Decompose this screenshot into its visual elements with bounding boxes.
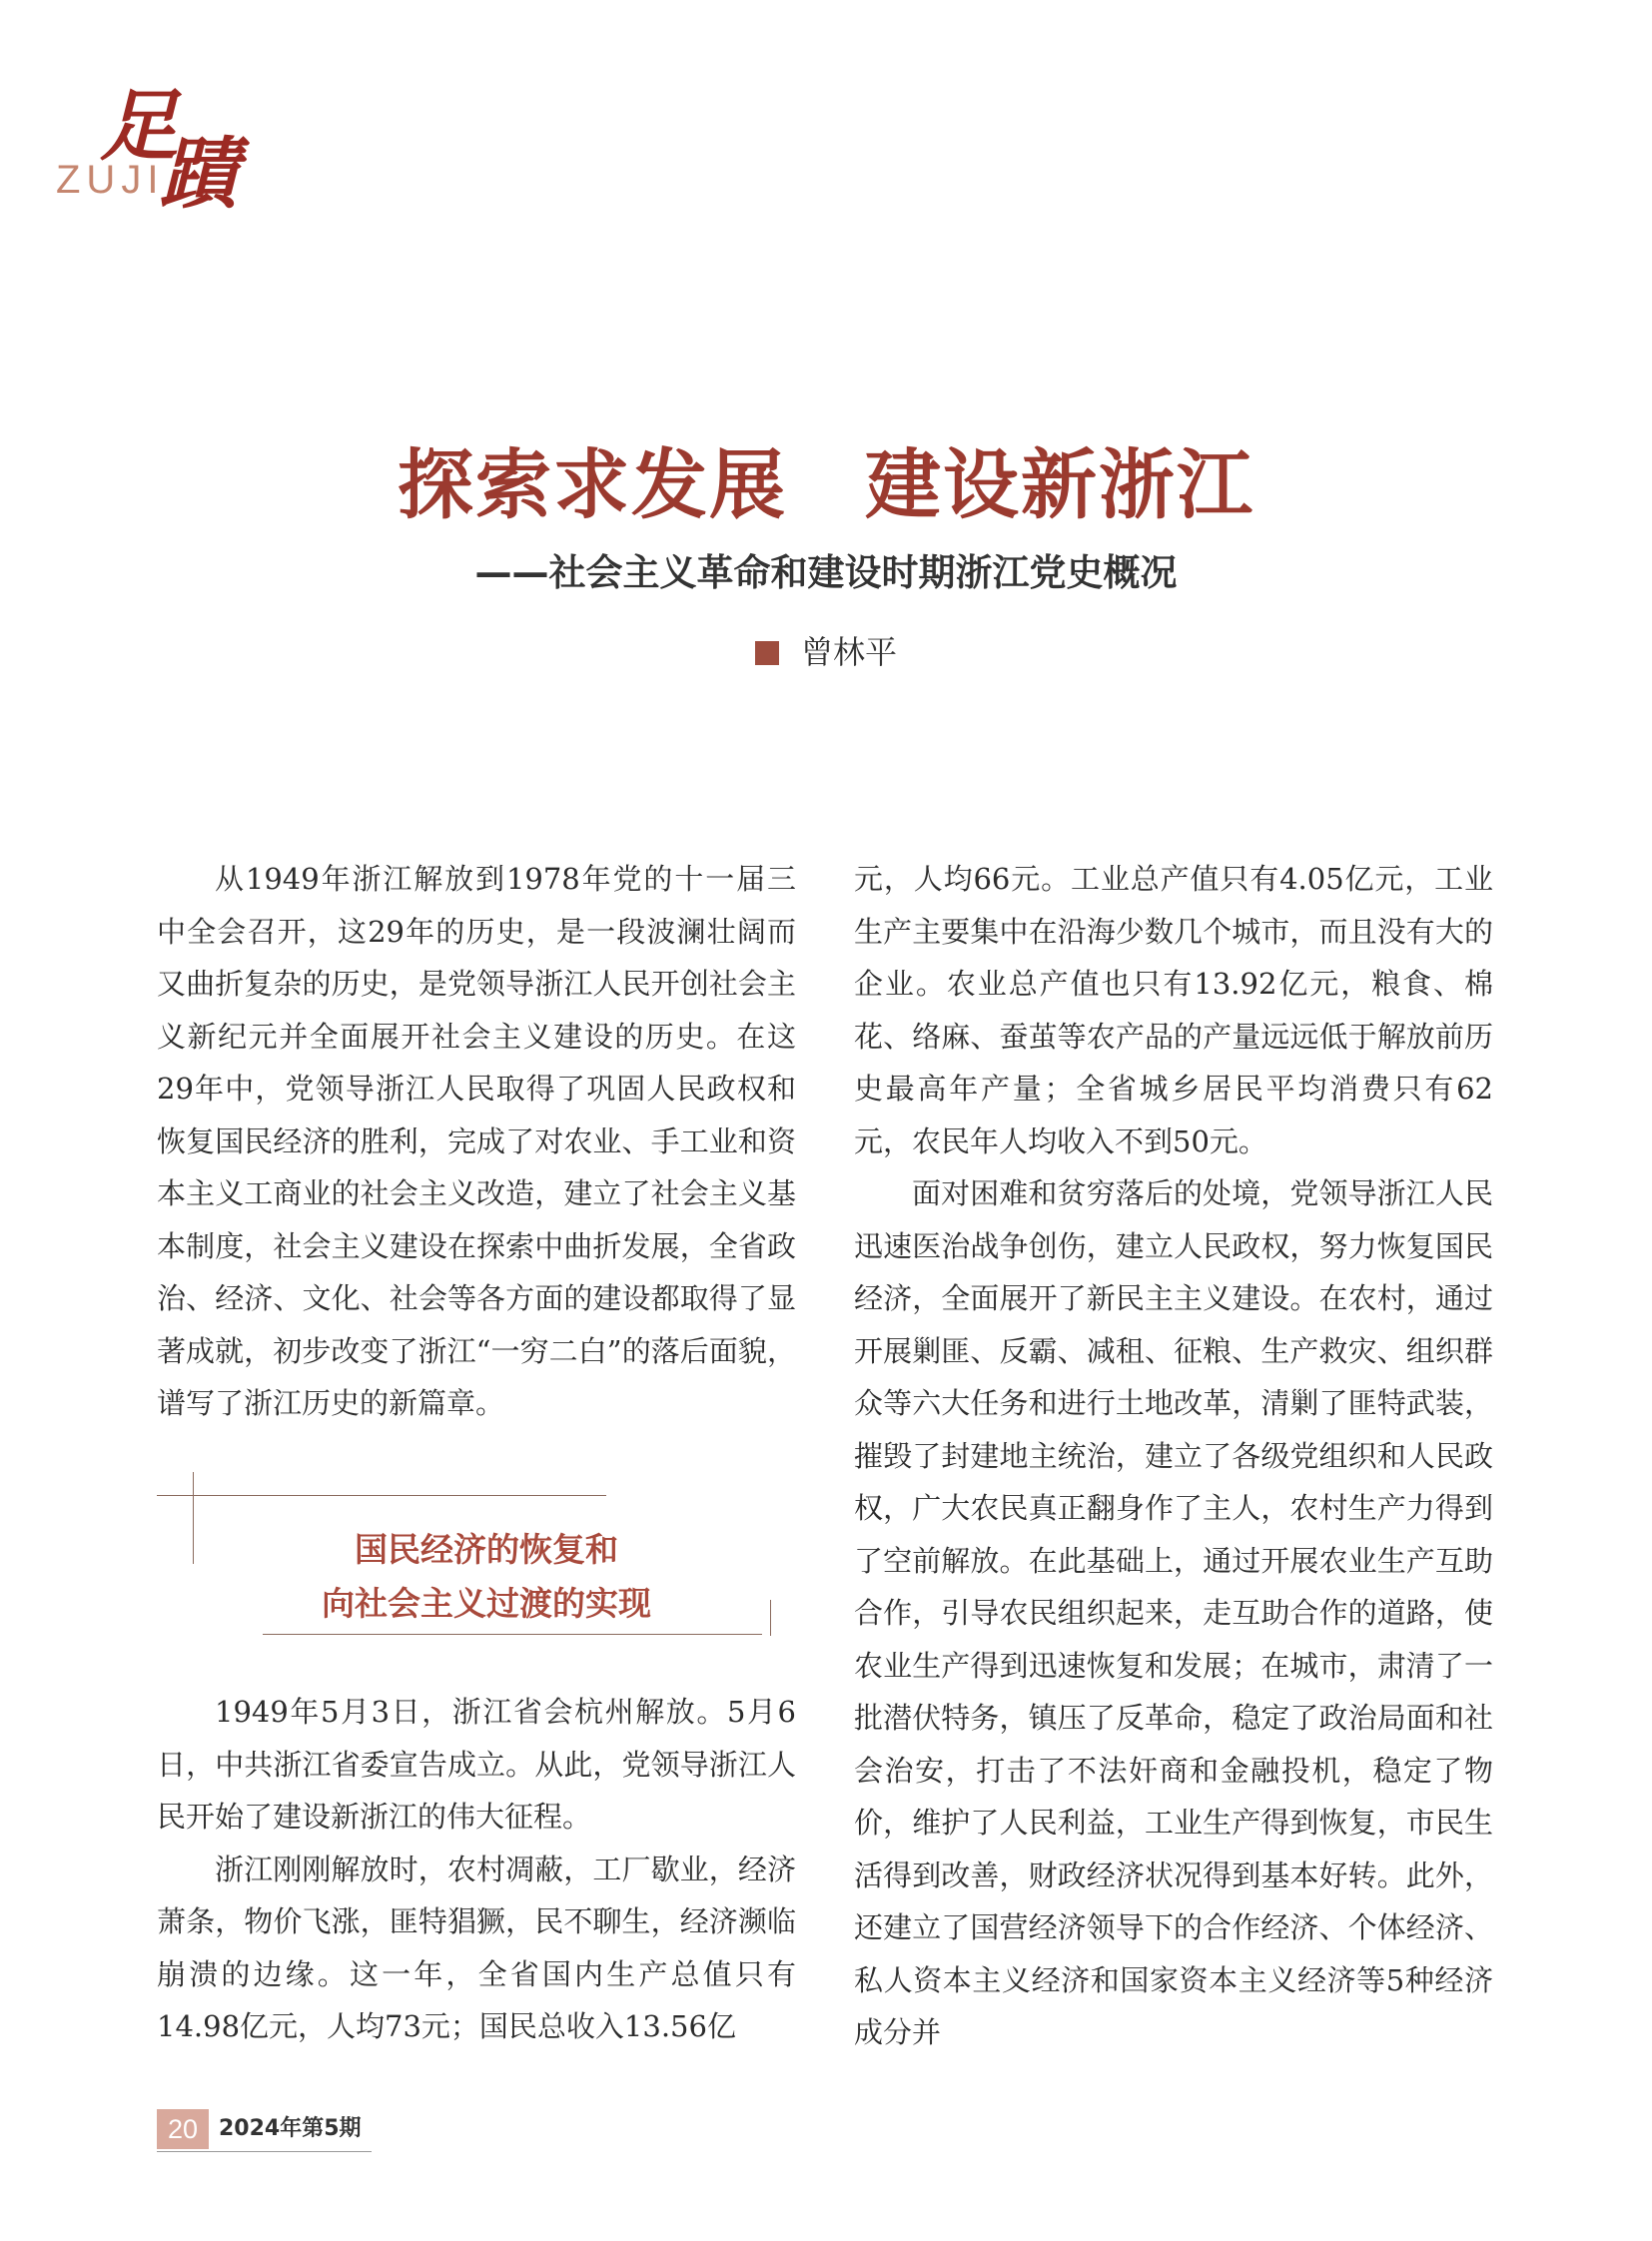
logo-pinyin: ZUJI bbox=[56, 158, 165, 202]
issue-label: 2024年第5期 bbox=[219, 2116, 362, 2141]
footer-rule bbox=[157, 2151, 372, 2152]
page-number-badge: 20 bbox=[157, 2109, 209, 2149]
paragraph-economy-cont: 元，人均66元。工业总产值只有4.05亿元，工业生产主要集中在沿海少数几个城市，而且没有大的企业。农业总产值也只有13.92亿元，粮食、棉花、络麻、蚕茧等农产品的产量远远低于解放前历史最高年产量；全省城乡居民平均消费只有62元，农民年人均收入不到50元。 bbox=[854, 862, 1493, 1158]
article-subtitle: ——社会主义革命和建设时期浙江党史概况 bbox=[474, 551, 1178, 594]
section-rule-right bbox=[770, 1600, 771, 1636]
article-title: 探索求发展 建设新浙江 bbox=[398, 440, 1254, 529]
logo-char-1: 足 bbox=[100, 81, 179, 172]
author-square-icon bbox=[755, 641, 779, 665]
paragraph-intro: 从1949年浙江解放到1978年党的十一届三中全会召开，这29年的历史，是一段波澜壮阔而又曲折复杂的历史，是党领导浙江人民开创社会主义新纪元并全面展开社会主义建设的历史。在这29年中，党领导浙江人民取得了巩固人民政权和恢复国民经济的胜利，完成了对农业、手工业和资本主义工商业的社会主义改造，建立了社会主义基本制度，社会主义建设在探索中曲折发展，全省政治、经济、文化、社会等各方面的建设都取得了显著成就，初步改变了浙江“一穷二白”的落后面貌，谱写了浙江历史的新篇章。 bbox=[157, 862, 796, 1420]
paragraph-recovery: 面对困难和贫穷落后的处境，党领导浙江人民迅速医治战争创伤，建立人民政权，努力恢复国民经济，全面展开了新民主主义建设。在农村，通过开展剿匪、反霸、减租、征粮、生产救灾、组织群众等六大任务和进行土地改革，清剿了匪特武装，摧毁了封建地主统治，建立了各级党组织和人民政权，广大农民真正翻身作了主人，农村生产力得到了空前解放。在此基础上，通过开展农业生产互助合作，引导农民组织起来，走互助合作的道路，使农业生产得到迅速恢复和发展；在城市，肃清了一批潜伏特务，镇压了反革命，稳定了政治局面和社会治安，打击了不法奸商和金融投机，稳定了物价，维护了人民利益，工业生产得到恢复，市民生活得到改善，财政经济状况得到基本好转。此外，还建立了国营经济领导下的合作经济、个体经济、私人资本主义经济和国家资本主义经济等5种经济成分并 bbox=[854, 1176, 1493, 2049]
logo-char-2: 蹟 bbox=[160, 129, 239, 220]
section-heading-line-2: 向社会主义过渡的实现 bbox=[322, 1584, 651, 1623]
magazine-logo bbox=[56, 64, 246, 220]
section-heading-line-1: 国民经济的恢复和 bbox=[355, 1530, 618, 1569]
left-column-top bbox=[157, 853, 796, 1430]
paragraph-economy: 浙江刚刚解放时，农村凋蔽，工厂歇业，经济萧条，物价飞涨，匪特猖獗，民不聊生，经济濒临崩溃的边缘。这一年，全省国内生产总值只有14.98亿元，人均73元；国民总收入13.56亿 bbox=[157, 1852, 796, 2043]
section-rule-bottom bbox=[263, 1634, 762, 1635]
author-line bbox=[0, 627, 1652, 673]
section-heading-box bbox=[157, 1472, 796, 1640]
paragraph-liberation: 1949年5月3日，浙江省会杭州解放。5月6日，中共浙江省委宣告成立。从此，党领导浙江人民开始了建设新浙江的伟大征程。 bbox=[157, 1695, 796, 1834]
left-column-bottom bbox=[157, 1686, 796, 2053]
right-column bbox=[854, 853, 1493, 2059]
section-rule-top bbox=[157, 1495, 606, 1496]
author-name: 曾林平 bbox=[800, 633, 897, 671]
